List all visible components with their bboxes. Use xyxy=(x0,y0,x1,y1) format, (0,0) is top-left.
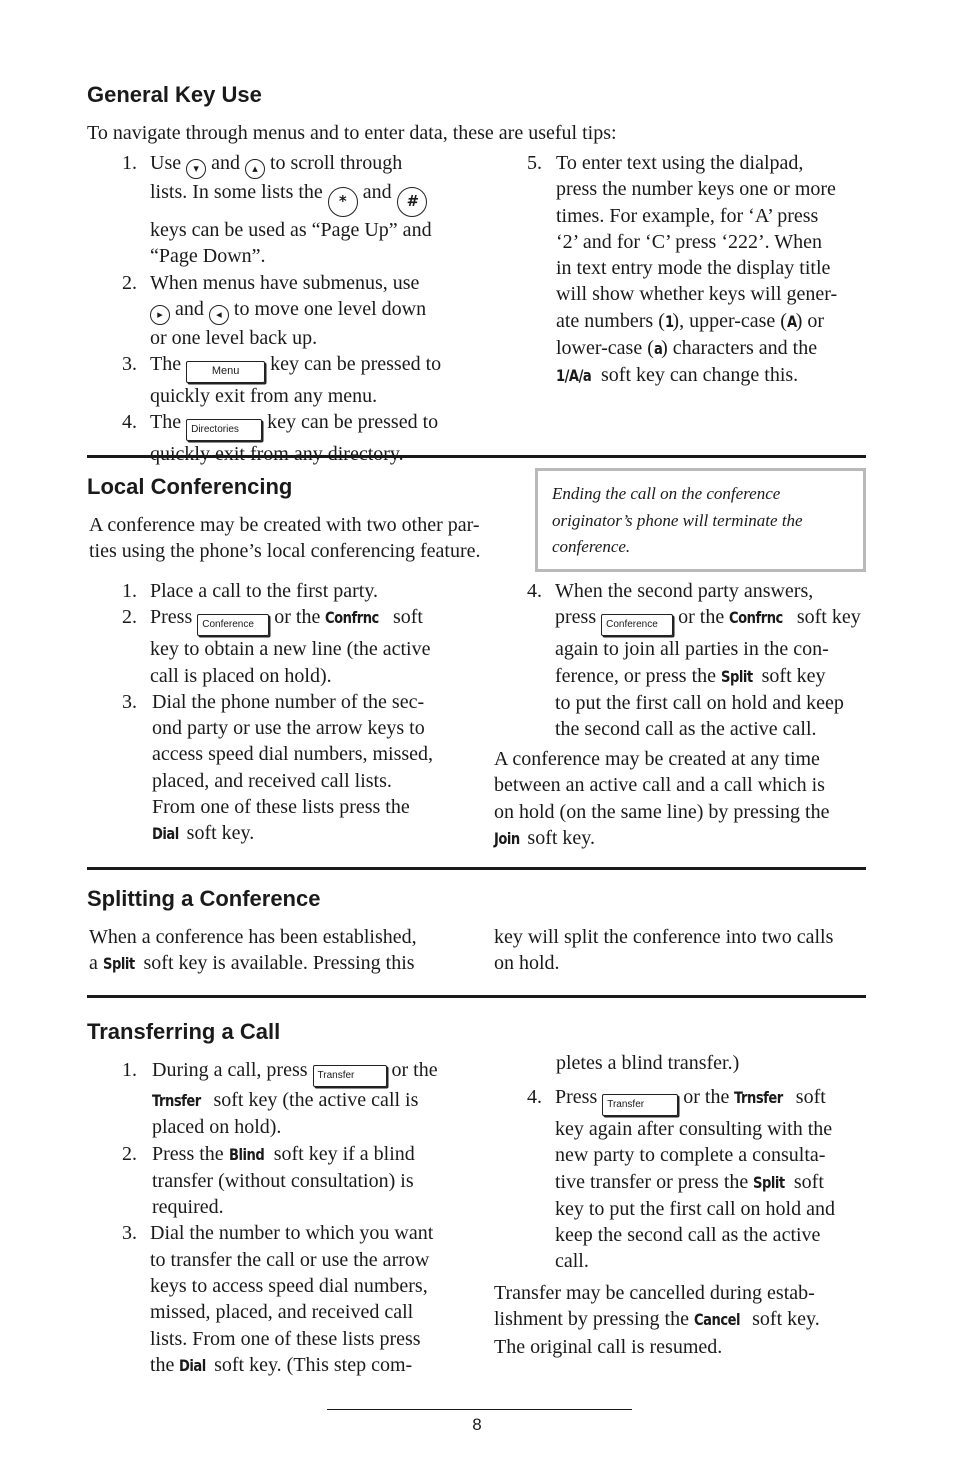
split-text-right: key will split the conference into two calls on hold. xyxy=(494,926,834,975)
section-title-general-key-use: General Key Use xyxy=(87,82,262,107)
softkey-label: Trnsfer xyxy=(734,1088,784,1107)
local-list-right xyxy=(527,578,872,742)
local-list-left xyxy=(122,578,492,848)
transfer-closing-paragraph: Transfer may be cancelled during estab- lishment by pressing the Cancel soft key. The original call is resumed. xyxy=(494,1282,820,1358)
softkey-label: A xyxy=(786,311,797,331)
left-arrow-key-icon: ◂ xyxy=(209,305,229,325)
conference-key-icon: Conference xyxy=(601,614,673,636)
transfer-key-icon: Transfer xyxy=(602,1094,678,1116)
hash-key-icon: # xyxy=(397,187,427,217)
list-item: 2. Press the Blind soft key if a blind transfer (without consultation) is required. xyxy=(122,1142,415,1219)
footer-rule xyxy=(327,1409,632,1410)
split-text-left: When a conference has been established, a Split soft key is available. Pressing this xyxy=(89,924,417,978)
list-item: 4. When the second party answers, press Conference or the Confrnc soft key again to join all parties in the con- ference, or press the Split soft key to put the first call on hold and keep the second call as the active call. xyxy=(527,580,861,741)
list-item: 3. Dial the phone number of the sec- ond party or use the arrow keys to access speed dial numbers, missed, placed, and received call lists. From one of these lists press the Dial soft key. xyxy=(122,689,492,848)
softkey-label: Split xyxy=(721,666,753,686)
transfer-list-left xyxy=(122,1057,492,1379)
list-item: 1. Use ▾ and ▴ to scroll through lists. In some lists the * and # keys can be used as “Page Up” and “Page Down”. xyxy=(122,152,432,268)
softkey-label: Cancel xyxy=(693,1310,741,1330)
softkey-label: Confrnc xyxy=(729,608,784,628)
list-item: 5. To enter text using the dialpad, press the number keys one or more times. For example, for ‘A’ press ‘2’ and for ‘C’ press ‘222’. When in text entry mode the display title will show whether keys will gener- ate numbers (1), upper-case (A) or lower-case (a) characters and the 1/A/a soft key can change this. xyxy=(527,150,867,390)
section-title-local-conferencing: Local Conferencing xyxy=(87,474,293,499)
local-closing-paragraph: A conference may be created at any time between an active call and a call which is on hold (on the same line) by pressing the Join soft key. xyxy=(494,746,830,852)
softkey-label: Blind xyxy=(228,1144,264,1164)
note-box: Ending the call on the conference originator’s phone will terminate the conference. xyxy=(535,468,866,572)
star-key-icon: * xyxy=(328,187,358,217)
softkey-label: a xyxy=(653,339,663,359)
list-item: 2. Press Conference or the Confrnc soft key to obtain a new line (the active call is placed on hold). xyxy=(122,606,431,687)
transfer-key-icon: Transfer xyxy=(313,1065,387,1087)
general-intro: To navigate through menus and to enter data, these are useful tips: xyxy=(87,122,617,144)
softkey-label: 1/A/a xyxy=(556,366,592,386)
list-item: 3. The Menu key can be pressed to quickly exit from any menu. xyxy=(122,353,442,408)
list-item: 4. The Directories key can be pressed to quickly exit from any directory. xyxy=(122,411,439,466)
section-divider xyxy=(87,995,866,998)
transfer-step3-continuation: pletes a blind transfer.) xyxy=(556,1052,740,1074)
list-item: 4. Press Transfer or the Trnsfer soft key again after consulting with the new party to complete a consulta- tive transfer or press the Split soft key to put the first call on hold and keep the second call as the active call. xyxy=(527,1086,835,1273)
menu-key-icon: Menu xyxy=(186,361,265,383)
softkey-label: Trnsfer xyxy=(152,1091,201,1110)
page-number: 8 xyxy=(472,1415,482,1434)
softkey-label: Split xyxy=(753,1172,785,1192)
softkey-label: Split xyxy=(102,954,135,974)
list-item: 2. When menus have submenus, use ▸ and ◂ to move one level down or one level back up. xyxy=(122,271,427,349)
list-item: 1. Place a call to the first party. xyxy=(122,580,379,602)
softkey-label: Join xyxy=(494,828,520,848)
softkey-label: 1 xyxy=(664,311,674,331)
section-divider xyxy=(87,867,866,870)
section-title-splitting-a-conference: Splitting a Conference xyxy=(87,886,321,911)
general-list-right xyxy=(527,150,867,390)
section-title-transferring-a-call: Transferring a Call xyxy=(87,1019,281,1044)
conference-key-icon: Conference xyxy=(197,614,269,636)
softkey-label: Dial xyxy=(179,1355,207,1375)
scroll-down-key-icon: ▾ xyxy=(186,159,206,179)
scroll-up-key-icon: ▴ xyxy=(245,159,265,179)
section-divider xyxy=(87,455,866,458)
list-item: 1. During a call, press Transfer or the Trnsfer soft key (the active call is placed on hold). xyxy=(122,1059,438,1139)
directories-key-icon: Directories xyxy=(186,419,262,441)
list-item: 3. Dial the number to which you want to transfer the call or use the arrow keys to access speed dial numbers, missed, placed, and received call lists. From one of these lists press the Dial soft key. (This step com- xyxy=(122,1220,492,1379)
softkey-label: Dial xyxy=(152,824,179,844)
softkey-label: Confrnc xyxy=(325,608,380,628)
general-list-left xyxy=(122,150,482,468)
local-intro: A conference may be created with two other par- ties using the phone’s local conferencing feature. xyxy=(89,514,481,563)
right-arrow-key-icon: ▸ xyxy=(150,305,170,325)
transfer-list-right xyxy=(527,1084,872,1275)
